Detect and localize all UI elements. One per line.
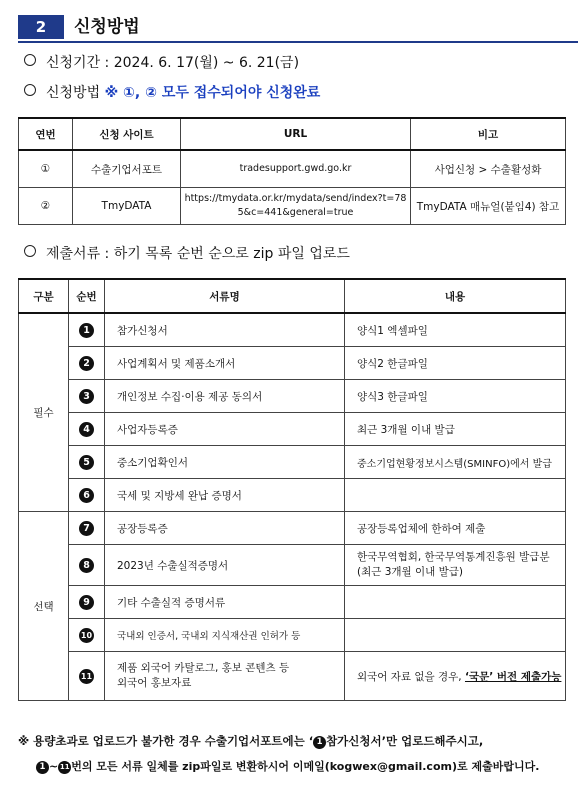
row-url[interactable]: https://tmydata.or.kr/mydata/send/index?t=785&c=441&general=true [181, 188, 411, 225]
col-header-no: 순번 [69, 279, 105, 313]
doc-name: 참가신청서 [105, 313, 345, 347]
doc-content [345, 586, 566, 619]
docs-heading-line: 제출서류 : 하기 목록 순번 순으로 zip 파일 업로드 [24, 243, 350, 263]
col-header-group: 구분 [19, 279, 69, 313]
doc-name: 국세 및 지방세 완납 증명서 [105, 479, 345, 512]
row-note: 사업신청 > 수출활성화 [411, 150, 566, 188]
col-header-site: 신청 사이트 [73, 118, 181, 150]
row-no: ② [19, 188, 73, 225]
table-row [19, 380, 566, 413]
number-badge-icon: 3 [79, 389, 94, 404]
footnote-text: ’만 업로드해주시고, [381, 734, 484, 748]
number-badge-icon: 1 [36, 761, 49, 774]
table-row [19, 188, 566, 225]
row-no: ① [19, 150, 73, 188]
number-badge-icon: 1 [313, 736, 326, 749]
bullet-circle-icon [24, 54, 36, 66]
doc-content: 양식2 한글파일 [345, 347, 566, 380]
number-badge-icon: 6 [79, 488, 94, 503]
docs-value: 하기 목록 순번 순으로 zip 파일 업로드 [113, 246, 350, 262]
doc-name: 2023년 수출실적증명서 [105, 545, 345, 586]
doc-content [345, 479, 566, 512]
doc-content-emphasis: ‘국문’ 버전 제출가능 [464, 670, 562, 683]
table-row [19, 413, 566, 446]
period-line: 신청기간 : 2024. 6. 17(월) ~ 6. 21(금) [24, 52, 299, 72]
doc-content: 한국무역협회, 한국무역통계진흥원 발급분 (최근 3개월 이내 발급) [345, 545, 566, 586]
number-badge-icon: 11 [58, 761, 71, 774]
bullet-circle-icon [24, 245, 36, 257]
bullet-circle-icon [24, 84, 36, 96]
col-header-url: URL [181, 118, 411, 150]
doc-name: 기타 수출실적 증명서류 [105, 586, 345, 619]
section-divider [18, 41, 578, 43]
row-note: TmyDATA 매뉴얼(붙임4) 참고 [411, 188, 566, 225]
doc-content [345, 619, 566, 652]
table-row [19, 150, 566, 188]
doc-content: 양식3 한글파일 [345, 380, 566, 413]
section-header [18, 12, 578, 42]
number-badge-icon: 2 [79, 356, 94, 371]
method-line [24, 82, 320, 102]
row-site: TmyDATA [73, 188, 181, 225]
footnote-text: 번의 모든 서류 일체를 zip파일로 변환하시어 이메일(kogwex@gmail.com)로 제출바랍니다. [71, 760, 540, 773]
row-url[interactable]: tradesupport.gwd.go.kr [181, 150, 411, 188]
group-optional: 선택 [19, 512, 69, 701]
period-label: 신청기간 [46, 55, 101, 71]
doc-content: 중소기업현황정보시스템(SMINFO)에서 발급 [345, 446, 566, 479]
table-row [19, 512, 566, 545]
number-badge-icon: 1 [79, 323, 94, 338]
col-header-no: 연번 [19, 118, 73, 150]
table-row [19, 545, 566, 586]
section-number: 2 [18, 15, 64, 39]
number-badge-icon: 11 [79, 669, 94, 684]
footnote-line-2 [36, 758, 539, 774]
doc-content: 최근 3개월 이내 발급 [345, 413, 566, 446]
doc-name: 개인정보 수집·이용 제공 동의서 [105, 380, 345, 413]
row-site: 수출기업서포트 [73, 150, 181, 188]
table-row [19, 619, 566, 652]
group-required: 필수 [19, 313, 69, 512]
doc-name: 중소기업확인서 [105, 446, 345, 479]
footnote-text: ~ [49, 760, 59, 773]
section-title: 신청방법 [74, 17, 140, 37]
method-note: ※ ①, ② 모두 접수되어야 신청완료 [104, 85, 321, 101]
number-badge-icon: 7 [79, 521, 94, 536]
doc-name: 제품 외국어 카탈로그, 홍보 콘텐츠 등 외국어 홍보자료 [105, 652, 345, 701]
doc-name: 사업계획서 및 제품소개서 [105, 347, 345, 380]
number-badge-icon: 5 [79, 455, 94, 470]
period-value: 2024. 6. 17(월) ~ 6. 21(금) [113, 55, 300, 71]
application-site-table [18, 117, 566, 225]
table-row [19, 347, 566, 380]
col-header-note: 비고 [411, 118, 566, 150]
number-badge-icon: 9 [79, 595, 94, 610]
number-badge-icon: 4 [79, 422, 94, 437]
footnote-text: ※ 용량초과로 업로드가 불가한 경우 수출기업서포트에는 ‘ [18, 734, 314, 748]
col-header-content: 내용 [345, 279, 566, 313]
doc-content: 양식1 엑셀파일 [345, 313, 566, 347]
doc-content: 공장등록업체에 한하여 제출 [345, 512, 566, 545]
submission-documents-table [18, 278, 566, 701]
doc-content-text: 외국어 자료 없을 경우, [357, 670, 465, 683]
table-row [19, 313, 566, 347]
table-row [19, 479, 566, 512]
doc-content [345, 652, 566, 701]
doc-name: 국내외 인증서, 국내외 지식재산권 인허가 등 [105, 619, 345, 652]
footnote-line-1 [18, 733, 483, 749]
doc-name: 사업자등록증 [105, 413, 345, 446]
number-badge-icon: 8 [79, 558, 94, 573]
doc-name: 공장등록증 [105, 512, 345, 545]
table-row [19, 586, 566, 619]
docs-label: 제출서류 [46, 246, 101, 262]
col-header-doc-name: 서류명 [105, 279, 345, 313]
method-label: 신청방법 [46, 85, 101, 101]
number-badge-icon: 10 [79, 628, 94, 643]
table-row [19, 652, 566, 701]
footnote-text: 참가신청서 [326, 734, 382, 748]
table-row [19, 446, 566, 479]
